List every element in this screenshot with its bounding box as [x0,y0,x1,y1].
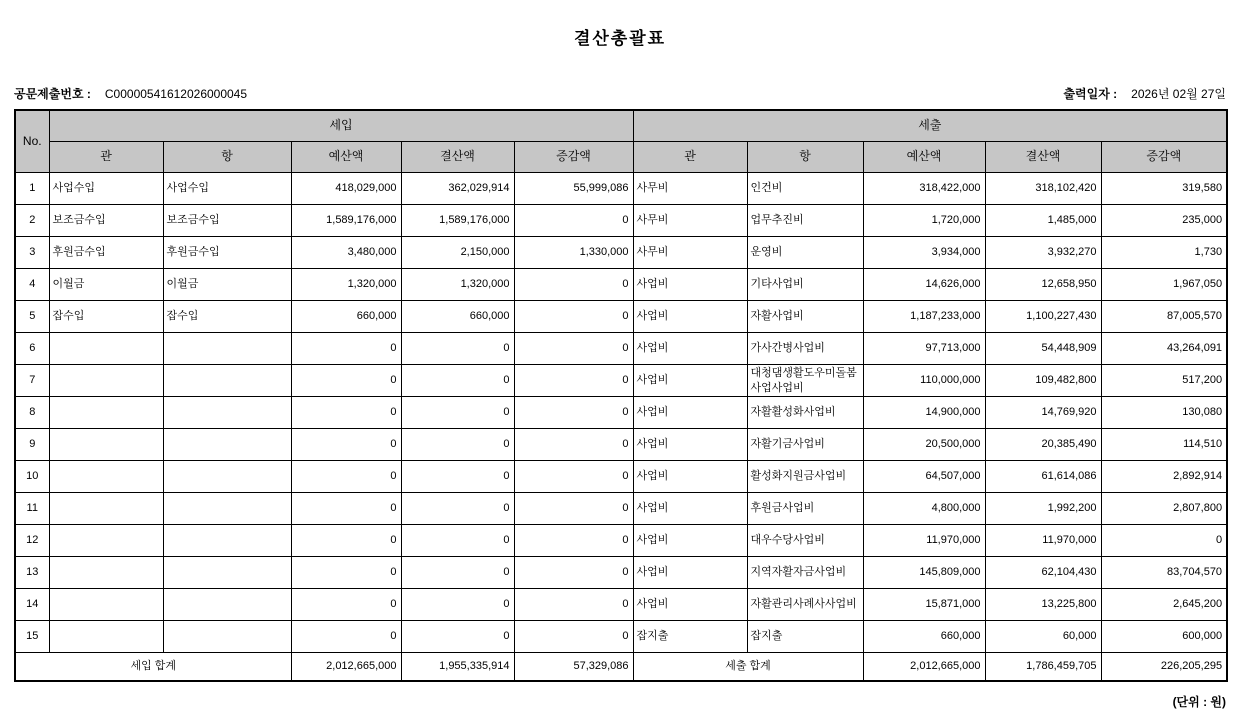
revenue-gwan-cell [49,621,163,653]
revenue-total-change: 57,329,086 [514,653,633,682]
revenue-total-label: 세입 합계 [15,653,291,682]
revenue-hang-cell [163,589,291,621]
revenue-settlement-cell: 0 [401,589,514,621]
header-expenditure-group: 세출 [633,110,1227,142]
expenditure-settlement-cell: 318,102,420 [985,173,1101,205]
header-revenue-gwan: 관 [49,142,163,173]
revenue-settlement-cell: 2,150,000 [401,237,514,269]
row-number-cell: 1 [15,173,49,205]
expenditure-hang-cell: 자활사업비 [747,301,863,333]
revenue-gwan-cell [49,397,163,429]
header-revenue-change: 증감액 [514,142,633,173]
revenue-hang-cell [163,429,291,461]
expenditure-hang-cell: 자활활성화사업비 [747,397,863,429]
row-number-cell: 12 [15,525,49,557]
revenue-budget-cell: 0 [291,397,401,429]
expenditure-budget-cell: 3,934,000 [863,237,985,269]
expenditure-budget-cell: 11,970,000 [863,525,985,557]
expenditure-hang-cell: 후원금사업비 [747,493,863,525]
expenditure-hang-cell: 자활관리사례사사업비 [747,589,863,621]
revenue-change-cell: 0 [514,301,633,333]
expenditure-gwan-cell: 사무비 [633,237,747,269]
revenue-change-cell: 0 [514,621,633,653]
revenue-change-cell: 0 [514,493,633,525]
row-number-cell: 7 [15,365,49,397]
expenditure-hang-cell: 대우수당사업비 [747,525,863,557]
row-number-cell: 6 [15,333,49,365]
expenditure-total-label: 세출 합계 [633,653,863,682]
revenue-gwan-cell [49,557,163,589]
revenue-change-cell: 0 [514,269,633,301]
table-body [15,173,1227,653]
expenditure-gwan-cell: 사업비 [633,429,747,461]
expenditure-settlement-cell: 61,614,086 [985,461,1101,493]
expenditure-gwan-cell: 사무비 [633,173,747,205]
header-no: No. [15,110,49,173]
revenue-hang-cell [163,621,291,653]
expenditure-change-cell: 43,264,091 [1101,333,1227,365]
expenditure-settlement-cell: 109,482,800 [985,365,1101,397]
revenue-budget-cell: 1,589,176,000 [291,205,401,237]
row-number-cell: 14 [15,589,49,621]
expenditure-settlement-cell: 1,992,200 [985,493,1101,525]
expenditure-settlement-cell: 1,485,000 [985,205,1101,237]
expenditure-budget-cell: 145,809,000 [863,557,985,589]
expenditure-change-cell: 319,580 [1101,173,1227,205]
expenditure-settlement-cell: 60,000 [985,621,1101,653]
table-row [15,621,1227,653]
table-row [15,205,1227,237]
header-revenue-hang: 항 [163,142,291,173]
revenue-change-cell: 0 [514,461,633,493]
expenditure-settlement-cell: 20,385,490 [985,429,1101,461]
expenditure-budget-cell: 1,187,233,000 [863,301,985,333]
expenditure-change-cell: 517,200 [1101,365,1227,397]
revenue-budget-cell: 0 [291,525,401,557]
expenditure-budget-cell: 15,871,000 [863,589,985,621]
revenue-gwan-cell [49,429,163,461]
table-row [15,301,1227,333]
expenditure-gwan-cell: 사업비 [633,461,747,493]
row-number-cell: 8 [15,397,49,429]
expenditure-total-budget: 2,012,665,000 [863,653,985,682]
header-revenue-budget: 예산액 [291,142,401,173]
row-number-cell: 4 [15,269,49,301]
expenditure-budget-cell: 14,626,000 [863,269,985,301]
row-number-cell: 5 [15,301,49,333]
expenditure-hang-cell: 자활기금사업비 [747,429,863,461]
row-number-cell: 9 [15,429,49,461]
revenue-total-budget: 2,012,665,000 [291,653,401,682]
expenditure-change-cell: 114,510 [1101,429,1227,461]
revenue-change-cell: 0 [514,525,633,557]
settlement-summary-table [14,109,1228,682]
table-row [15,429,1227,461]
revenue-budget-cell: 660,000 [291,301,401,333]
print-date-value: 2026년 02월 27일 [1131,87,1226,101]
expenditure-hang-cell: 기타사업비 [747,269,863,301]
revenue-budget-cell: 0 [291,333,401,365]
expenditure-settlement-cell: 13,225,800 [985,589,1101,621]
expenditure-settlement-cell: 11,970,000 [985,525,1101,557]
expenditure-hang-cell: 지역자활자금사업비 [747,557,863,589]
row-number-cell: 2 [15,205,49,237]
revenue-gwan-cell: 이월금 [49,269,163,301]
revenue-hang-cell [163,493,291,525]
revenue-gwan-cell [49,333,163,365]
expenditure-gwan-cell: 사업비 [633,301,747,333]
expenditure-settlement-cell: 1,100,227,430 [985,301,1101,333]
expenditure-hang-cell: 잡지출 [747,621,863,653]
expenditure-budget-cell: 318,422,000 [863,173,985,205]
revenue-budget-cell: 0 [291,365,401,397]
revenue-change-cell: 0 [514,589,633,621]
revenue-settlement-cell: 0 [401,461,514,493]
print-date-label: 출력일자 : [1063,87,1118,101]
expenditure-change-cell: 0 [1101,525,1227,557]
expenditure-hang-cell: 업무추진비 [747,205,863,237]
header-revenue-settlement: 결산액 [401,142,514,173]
expenditure-gwan-cell: 사무비 [633,205,747,237]
expenditure-gwan-cell: 사업비 [633,493,747,525]
print-date [1063,85,1226,102]
header-expenditure-change: 증감액 [1101,142,1227,173]
revenue-budget-cell: 0 [291,557,401,589]
revenue-gwan-cell: 후원금수입 [49,237,163,269]
revenue-budget-cell: 0 [291,429,401,461]
row-number-cell: 13 [15,557,49,589]
expenditure-budget-cell: 660,000 [863,621,985,653]
revenue-change-cell: 0 [514,365,633,397]
expenditure-budget-cell: 20,500,000 [863,429,985,461]
header-expenditure-settlement: 결산액 [985,142,1101,173]
expenditure-settlement-cell: 3,932,270 [985,237,1101,269]
expenditure-change-cell: 2,892,914 [1101,461,1227,493]
expenditure-gwan-cell: 잡지출 [633,621,747,653]
revenue-gwan-cell [49,589,163,621]
revenue-settlement-cell: 1,320,000 [401,269,514,301]
revenue-change-cell: 0 [514,205,633,237]
header-expenditure-budget: 예산액 [863,142,985,173]
revenue-gwan-cell: 사업수입 [49,173,163,205]
expenditure-gwan-cell: 사업비 [633,365,747,397]
table-row [15,589,1227,621]
revenue-budget-cell: 0 [291,461,401,493]
expenditure-gwan-cell: 사업비 [633,589,747,621]
table-header-sub-row [15,142,1227,173]
expenditure-gwan-cell: 사업비 [633,525,747,557]
revenue-budget-cell: 1,320,000 [291,269,401,301]
page-title: 결산총괄표 [573,29,667,48]
totals-row [15,653,1227,682]
expenditure-change-cell: 130,080 [1101,397,1227,429]
header-expenditure-gwan: 관 [633,142,747,173]
revenue-hang-cell: 보조금수입 [163,205,291,237]
row-number-cell: 3 [15,237,49,269]
revenue-settlement-cell: 0 [401,365,514,397]
expenditure-hang-cell: 대청댐생활도우미돌봄사업사업비 [747,365,863,397]
revenue-hang-cell [163,557,291,589]
expenditure-change-cell: 1,730 [1101,237,1227,269]
revenue-budget-cell: 3,480,000 [291,237,401,269]
revenue-change-cell: 55,999,086 [514,173,633,205]
meta-row [14,85,1226,102]
doc-number-label: 공문제출번호 : [14,87,91,101]
expenditure-change-cell: 2,645,200 [1101,589,1227,621]
revenue-settlement-cell: 362,029,914 [401,173,514,205]
expenditure-budget-cell: 14,900,000 [863,397,985,429]
table-row [15,461,1227,493]
revenue-settlement-cell: 0 [401,493,514,525]
expenditure-gwan-cell: 사업비 [633,269,747,301]
revenue-gwan-cell [49,525,163,557]
revenue-budget-cell: 0 [291,493,401,525]
expenditure-budget-cell: 1,720,000 [863,205,985,237]
revenue-change-cell: 0 [514,397,633,429]
expenditure-budget-cell: 110,000,000 [863,365,985,397]
table-row [15,525,1227,557]
expenditure-budget-cell: 64,507,000 [863,461,985,493]
expenditure-total-change: 226,205,295 [1101,653,1227,682]
expenditure-hang-cell: 가사간병사업비 [747,333,863,365]
revenue-gwan-cell: 잡수입 [49,301,163,333]
revenue-gwan-cell: 보조금수입 [49,205,163,237]
revenue-hang-cell [163,365,291,397]
revenue-settlement-cell: 1,589,176,000 [401,205,514,237]
table-row [15,557,1227,589]
expenditure-gwan-cell: 사업비 [633,557,747,589]
expenditure-change-cell: 600,000 [1101,621,1227,653]
revenue-budget-cell: 418,029,000 [291,173,401,205]
revenue-settlement-cell: 0 [401,621,514,653]
revenue-settlement-cell: 660,000 [401,301,514,333]
expenditure-change-cell: 83,704,570 [1101,557,1227,589]
revenue-hang-cell: 이월금 [163,269,291,301]
revenue-hang-cell [163,525,291,557]
header-revenue-group: 세입 [49,110,633,142]
expenditure-hang-cell: 활성화지원금사업비 [747,461,863,493]
revenue-settlement-cell: 0 [401,429,514,461]
revenue-settlement-cell: 0 [401,333,514,365]
expenditure-settlement-cell: 12,658,950 [985,269,1101,301]
revenue-hang-cell: 사업수입 [163,173,291,205]
revenue-budget-cell: 0 [291,589,401,621]
revenue-budget-cell: 0 [291,621,401,653]
row-number-cell: 11 [15,493,49,525]
revenue-change-cell: 0 [514,333,633,365]
revenue-hang-cell [163,461,291,493]
expenditure-change-cell: 87,005,570 [1101,301,1227,333]
table-row [15,333,1227,365]
expenditure-settlement-cell: 54,448,909 [985,333,1101,365]
expenditure-gwan-cell: 사업비 [633,333,747,365]
revenue-gwan-cell [49,461,163,493]
expenditure-total-settlement: 1,786,459,705 [985,653,1101,682]
expenditure-change-cell: 2,807,800 [1101,493,1227,525]
expenditure-change-cell: 235,000 [1101,205,1227,237]
table-row [15,365,1227,397]
expenditure-gwan-cell: 사업비 [633,397,747,429]
table-row [15,269,1227,301]
revenue-gwan-cell [49,493,163,525]
revenue-hang-cell [163,333,291,365]
revenue-settlement-cell: 0 [401,557,514,589]
expenditure-settlement-cell: 14,769,920 [985,397,1101,429]
revenue-hang-cell [163,397,291,429]
doc-number [14,85,247,102]
revenue-settlement-cell: 0 [401,525,514,557]
revenue-settlement-cell: 0 [401,397,514,429]
table-header-group-row [15,110,1227,142]
revenue-gwan-cell [49,365,163,397]
unit-note: (단위 : 원) [1172,695,1226,709]
table-row [15,397,1227,429]
expenditure-change-cell: 1,967,050 [1101,269,1227,301]
expenditure-hang-cell: 인건비 [747,173,863,205]
expenditure-settlement-cell: 62,104,430 [985,557,1101,589]
table-row [15,173,1227,205]
revenue-change-cell: 0 [514,557,633,589]
revenue-change-cell: 1,330,000 [514,237,633,269]
expenditure-hang-cell: 운영비 [747,237,863,269]
revenue-change-cell: 0 [514,429,633,461]
header-expenditure-hang: 항 [747,142,863,173]
expenditure-budget-cell: 4,800,000 [863,493,985,525]
row-number-cell: 15 [15,621,49,653]
doc-number-value: C00000541612026000045 [104,87,248,101]
revenue-total-settlement: 1,955,335,914 [401,653,514,682]
table-row [15,237,1227,269]
table-row [15,493,1227,525]
row-number-cell: 10 [15,461,49,493]
expenditure-budget-cell: 97,713,000 [863,333,985,365]
revenue-hang-cell: 후원금수입 [163,237,291,269]
revenue-hang-cell: 잡수입 [163,301,291,333]
